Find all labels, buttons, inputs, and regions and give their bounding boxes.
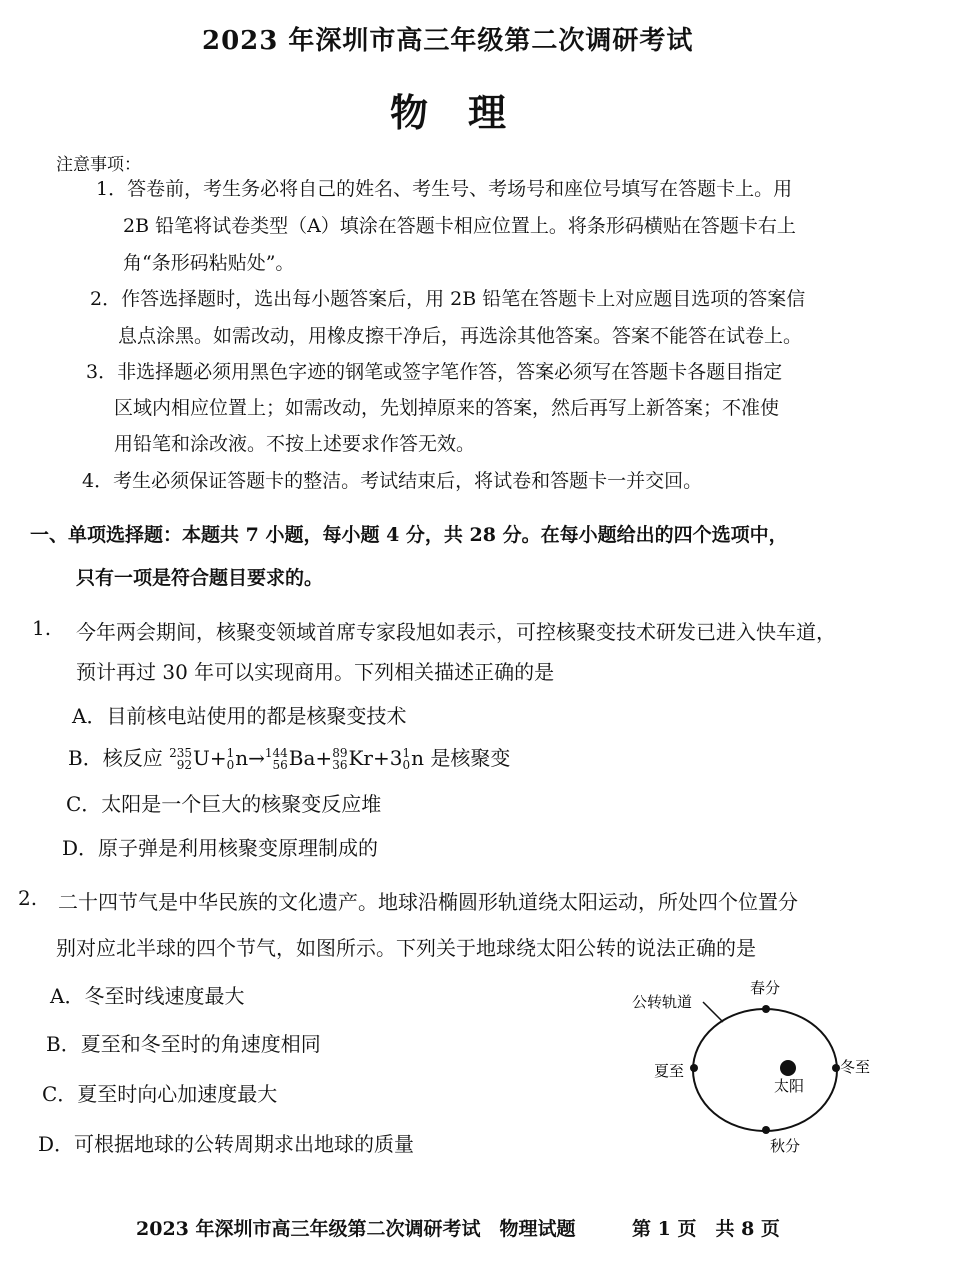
question-stem: 二十四节气是中华民族的文化遗产。地球沿椭圆形轨道绕太阳运动，所处四个位置分 bbox=[58, 890, 798, 914]
subject-title: 物理 bbox=[390, 90, 547, 135]
spring-equinox-point bbox=[762, 1005, 770, 1013]
option-b-label: B．核反应 bbox=[68, 746, 163, 770]
autumn-equinox-label: 秋分 bbox=[770, 1137, 801, 1155]
question-stem-cont: 预计再过 30 年可以实现商用。下列相关描述正确的是 bbox=[76, 660, 555, 684]
summer-solstice-label: 夏至 bbox=[654, 1062, 685, 1080]
orbit-label: 公转轨道 bbox=[632, 993, 693, 1011]
note-line: 2．作答选择题时，选出每小题答案后，用 2B 铅笔在答题卡上对应题目选项的答案信 bbox=[90, 288, 806, 310]
option-c: C．夏至时向心加速度最大 bbox=[42, 1082, 278, 1106]
note-line: 2B 铅笔将试卷类型（A）填涂在答题卡相应位置上。将条形码横贴在答题卡右上 bbox=[123, 215, 796, 237]
option-d: D．可根据地球的公转周期求出地球的质量 bbox=[38, 1132, 415, 1156]
orbit-pointer-line bbox=[703, 1002, 723, 1022]
summer-solstice-point bbox=[690, 1064, 698, 1072]
option-d: D．原子弹是利用核聚变原理制成的 bbox=[62, 836, 379, 860]
question-stem-cont: 别对应北半球的四个节气，如图所示。下列关于地球绕太阳公转的说法正确的是 bbox=[56, 936, 756, 960]
option-a: A．目前核电站使用的都是核聚变技术 bbox=[72, 704, 407, 728]
notes-heading: 注意事项： bbox=[56, 155, 141, 175]
sun-point bbox=[780, 1060, 796, 1076]
note-line: 用铅笔和涂改液。不按上述要求作答无效。 bbox=[114, 433, 476, 455]
exam-title: 2023 年深圳市高三年级第二次调研考试 bbox=[202, 26, 694, 56]
question-stem: 今年两会期间，核聚变领域首席专家段旭如表示，可控核聚变技术研发已进入快车道， bbox=[76, 620, 836, 644]
nuclear-reaction-equation: 235 92 U+ 1 0 n→ 144 56 Ba+ 89 36 Kr+3 1 0 n bbox=[169, 746, 424, 772]
sun-label: 太阳 bbox=[774, 1077, 805, 1095]
option-b-suffix: 是核聚变 bbox=[430, 746, 511, 770]
note-line: 息点涂黑。如需改动，用橡皮擦干净后，再选涂其他答案。答案不能答在试卷上。 bbox=[118, 325, 803, 347]
footer-title: 2023 年深圳市高三年级第二次调研考试 物理试题 bbox=[136, 1218, 576, 1240]
orbit-ellipse bbox=[693, 1009, 837, 1131]
orbit-diagram bbox=[620, 975, 890, 1160]
section-heading: 一、单项选择题：本题共 7 小题，每小题 4 分，共 28 分。在每小题给出的四个选项中， bbox=[30, 524, 788, 546]
section-heading-cont: 只有一项是符合题目要求的。 bbox=[76, 567, 324, 589]
option-a: A．冬至时线速度最大 bbox=[50, 984, 245, 1008]
option-b: B．夏至和冬至时的角速度相同 bbox=[46, 1032, 321, 1056]
note-line: 3．非选择题必须用黑色字迹的钢笔或签字笔作答，答案必须写在答题卡各题目指定 bbox=[86, 361, 783, 383]
question-number: 2. bbox=[18, 886, 38, 910]
winter-solstice-label: 冬至 bbox=[840, 1058, 871, 1076]
option-b bbox=[68, 742, 510, 771]
note-line: 1．答卷前，考生务必将自己的姓名、考生号、考场号和座位号填写在答题卡上。用 bbox=[96, 178, 793, 200]
option-c: C．太阳是一个巨大的核聚变反应堆 bbox=[66, 792, 382, 816]
winter-solstice-point bbox=[832, 1064, 840, 1072]
page-number: 第 1 页 共 8 页 bbox=[632, 1218, 780, 1240]
question-number: 1. bbox=[32, 616, 52, 640]
note-line: 区域内相应位置上；如需改动，先划掉原来的答案，然后再写上新答案；不准使 bbox=[114, 397, 780, 419]
autumn-equinox-point bbox=[762, 1126, 770, 1134]
note-line: 4．考生必须保证答题卡的整洁。考试结束后，将试卷和答题卡一并交回。 bbox=[82, 470, 703, 492]
note-line: 角“条形码粘贴处”。 bbox=[123, 252, 295, 274]
spring-equinox-label: 春分 bbox=[750, 979, 781, 997]
